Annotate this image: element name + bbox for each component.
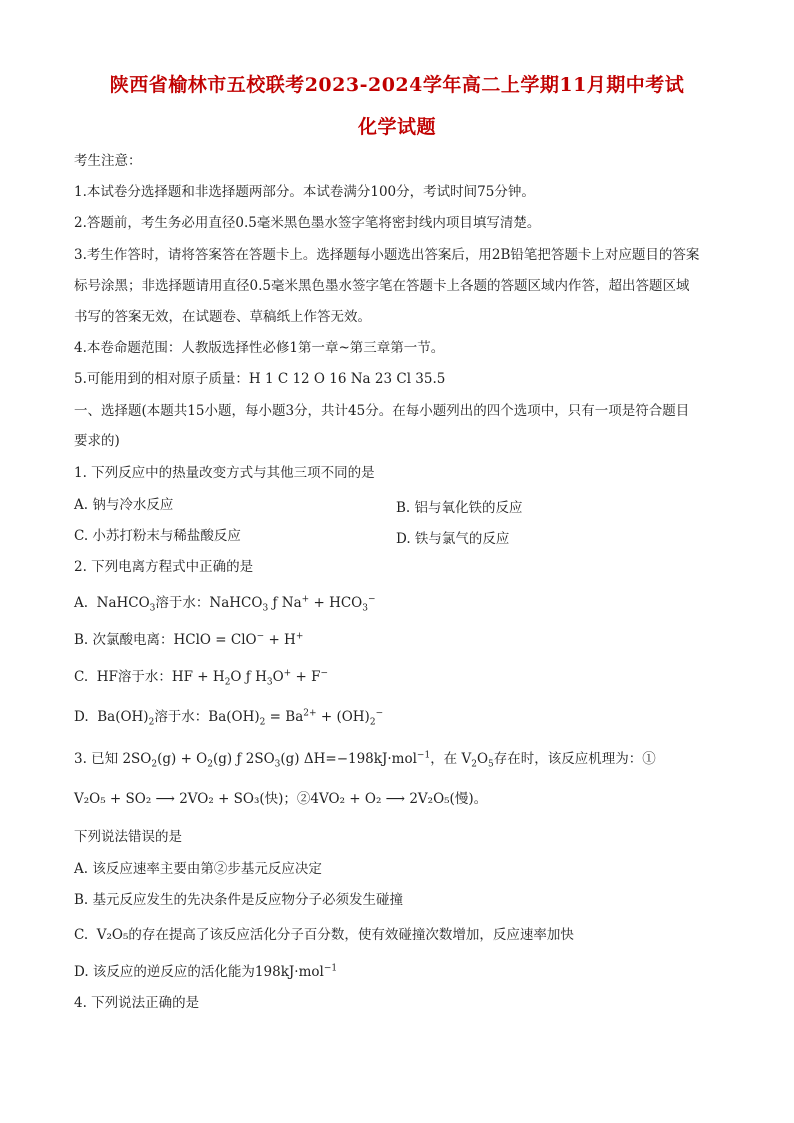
formula-text: D. 该反应的逆反应的活化能为198kJ·mol <box>74 964 324 980</box>
question-2-stem: 2. 下列电离方程式中正确的是 <box>74 559 254 575</box>
section-heading-line-1: 一、选择题(本题共15小题，每小题3分，共计45分。在每小题列出的四个选项中，只有一项是符合题目 <box>74 403 690 419</box>
note-3-line-2: 标号涂黑；非选择题请用直径0.5毫米黑色墨水签字笔在答题卡上各题的答题区域内作答，超出答题区域 <box>74 278 690 294</box>
section-heading-line-2: 要求的) <box>74 433 120 449</box>
note-3-line-1: 3.考生作答时，请将答案答在答题卡上。选择题每小题选出答案后，用2B铅笔把答题卡上对应题目的答案 <box>74 247 700 263</box>
formula-text: + HCO <box>309 595 363 611</box>
note-4: 4.本卷命题范围：人教版选择性必修1第一章~第三章第一节。 <box>74 340 445 356</box>
formula-text: ，在 V <box>430 751 472 767</box>
note-1: 1.本试卷分选择题和非选择题两部分。本试卷满分100分，考试时间75分钟。 <box>74 184 535 200</box>
question-3-option-c <box>74 926 574 944</box>
question-3-option-d: D. 该反应的逆反应的活化能为198kJ·mol$^{-1}$ <box>74 963 338 980</box>
formula-text: (g) ΔH=−198kJ·mol <box>280 751 417 767</box>
formula-text: (g) + O <box>157 751 208 767</box>
formula-text: O <box>272 669 284 685</box>
question-4-stem: 4. 下列说法正确的是 <box>74 995 200 1011</box>
formula-text: + H <box>264 632 296 648</box>
question-1-option-b: B. 铝与氧化铁的反应 <box>396 500 523 516</box>
page-subtitle: 化学试题 <box>357 116 436 138</box>
formula-text: + F <box>291 669 321 685</box>
formula-text: V₂O₅的存在提高了该反应活化分子百分数，使有效碰撞次数增加，反应速率加快 <box>96 927 574 943</box>
formula-text: + (OH) <box>316 709 370 725</box>
formula-text: O <box>476 751 489 767</box>
question-3-option-a: A. 该反应速率主要由第②步基元反应决定 <box>74 861 322 877</box>
question-2-option-a: A. NaHCO$_3$溶于水：NaHCO$_3$ ƒ $Na^+ + HCO_3^-$ <box>74 594 376 614</box>
question-3-option-b: B. 基元反应发生的先决条件是反应物分子必须发生碰撞 <box>74 892 404 908</box>
formula-text: 存在时，该反应机理为：① <box>493 751 656 767</box>
question-1-option-d: D. 铁与氯气的反应 <box>396 531 510 547</box>
formula-text: 溶于水：NaHCO <box>155 595 263 611</box>
question-2-option-c: C. HF溶于水：HF + $H_2O$ ƒ $H_3O^+ + F^-$ <box>74 668 329 688</box>
formula-text: HF溶于水：HF + H <box>96 669 225 685</box>
notes-heading: 考生注意： <box>74 153 142 169</box>
option-label: C. <box>74 669 89 685</box>
note-3-line-3: 书写的答案无效，在试题卷、草稿纸上作答无效。 <box>74 309 371 325</box>
question-3-stem-line-2: V₂O₅ + SO₂ ⟶ 2VO₂ + SO₃(快)；②4VO₂ + O₂ ⟶ 2V₂O₅(慢)。 <box>74 791 488 807</box>
note-5: 5.可能用到的相对原子质量：H 1 C 12 O 16 Na 23 Cl 35.5 <box>74 371 446 387</box>
formula-text: NaHCO <box>96 595 150 611</box>
option-label: A. <box>74 595 89 611</box>
question-2-option-b: B. 次氯酸电离：HClO = ClO− + H+ <box>74 631 304 648</box>
question-1-option-a: A. 钠与冷水反应 <box>74 497 174 513</box>
formula-text: 3. 已知 2SO <box>74 751 152 767</box>
formula-text: 溶于水：Ba(OH) <box>154 709 260 725</box>
formula-text: Ba(OH) <box>97 709 149 725</box>
question-3-ask: 下列说法错误的是 <box>74 829 182 845</box>
formula-text: (g) ƒ 2SO <box>212 751 275 767</box>
formula-text: ƒ Na <box>268 595 302 611</box>
question-3-stem-line-1: 3. 已知 $2SO_2(g) + O_2(g)$ ƒ $2SO_3(g)$ ΔH=−198kJ·mol$^{-1}$，在 $V_2O_5$存在时，该反应机理为：① <box>74 750 656 770</box>
question-1-stem: 1. 下列反应中的热量改变方式与其他三项不同的是 <box>74 465 375 481</box>
formula-text: = Ba <box>265 709 304 725</box>
note-2: 2.答题前，考生务必用直径0.5毫米黑色墨水签字笔将密封线内项目填写清楚。 <box>74 215 541 231</box>
formula-text: B. 次氯酸电离：HClO = ClO <box>74 632 257 648</box>
question-1-option-c: C. 小苏打粉末与稀盐酸反应 <box>74 528 241 544</box>
option-label: D. <box>74 709 89 725</box>
option-label: C. <box>74 927 89 943</box>
formula-text: O ƒ H <box>230 669 267 685</box>
page-title: 陕西省榆林市五校联考2023-2024学年高二上学期11月期中考试 <box>109 74 685 96</box>
question-2-option-d: D. $Ba(OH)_2$溶于水：$Ba(OH)_2 = Ba^{2+} + (OH)_2^-$ <box>74 708 384 728</box>
